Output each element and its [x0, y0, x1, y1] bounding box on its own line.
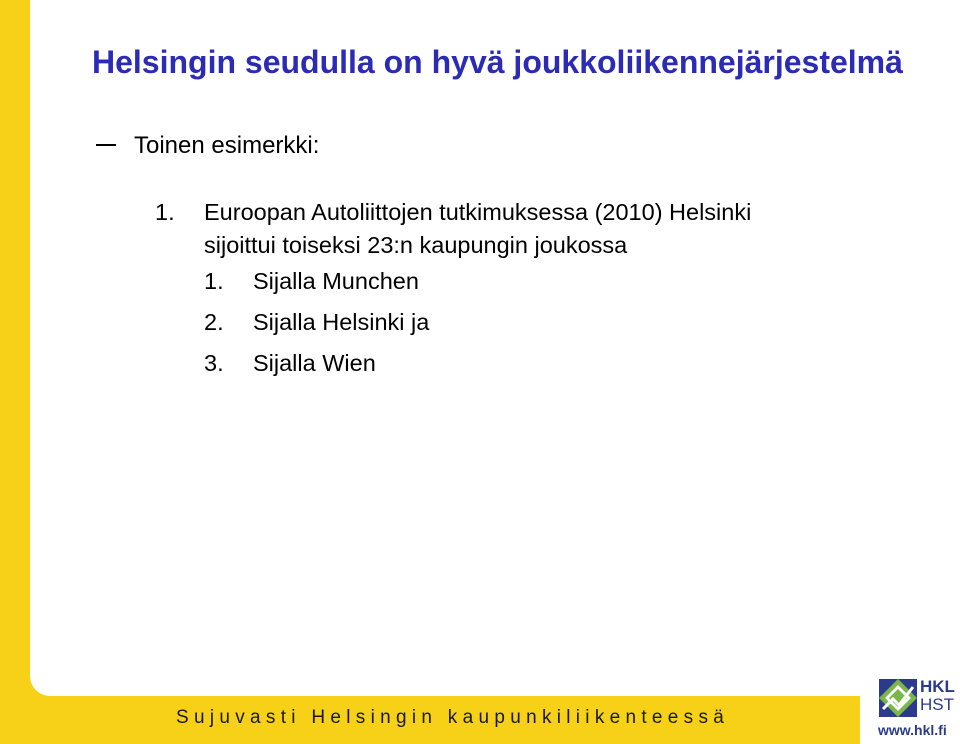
bullet-item: [96, 132, 319, 160]
logo-name-line1: HKL: [920, 677, 955, 696]
logo-name-line2: HST: [920, 695, 954, 714]
bullet-text: Toinen esimerkki:: [134, 132, 320, 159]
yellow-frame-left: [0, 0, 30, 744]
sub-item-1: [204, 268, 419, 295]
sub-item-text: Sijalla Helsinki ja: [253, 309, 430, 335]
sub-item-number: 3.: [204, 350, 224, 376]
slide-title: Helsingin seudulla on hyvä joukkoliikennejärjestelmä: [92, 44, 903, 80]
logo-url: www.hkl.fi: [878, 722, 947, 738]
sub-item-number: 2.: [204, 309, 224, 335]
hkl-logo-mark-icon: [879, 679, 917, 717]
footer-slogan: Sujuvasti Helsingin kaupunkiliikenteessä: [176, 707, 730, 728]
item-text: [204, 196, 751, 262]
sub-item-text: Sijalla Munchen: [253, 268, 419, 294]
hkl-logo: [876, 676, 960, 744]
sub-item-number: 1.: [204, 268, 224, 294]
item-text-line2: sijoittui toiseksi 23:n kaupungin joukossa: [204, 232, 628, 258]
yellow-frame-corner: [30, 676, 50, 696]
item-text-line1: Euroopan Autoliittojen tutkimuksessa (2010) Helsinki: [204, 199, 752, 225]
sub-item-text: Sijalla Wien: [253, 350, 376, 376]
sub-item-2: [204, 309, 429, 336]
item-number: 1.: [155, 199, 175, 225]
dash-bullet-icon: [96, 144, 116, 146]
sub-item-3: [204, 350, 376, 377]
